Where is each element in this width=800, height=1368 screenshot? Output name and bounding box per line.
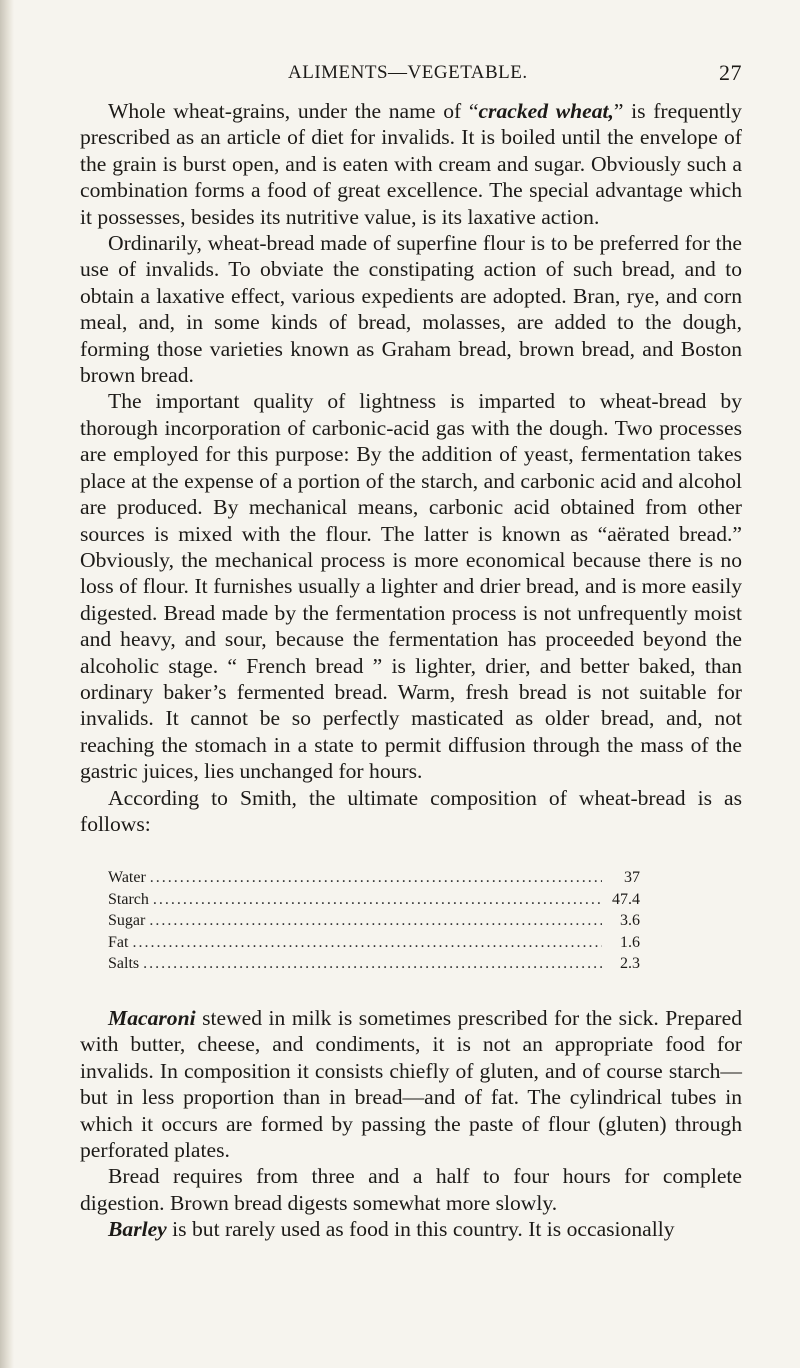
row-label: Fat — [108, 933, 129, 951]
text-run: is but rarely used as food in this country. It is occasionally — [166, 1217, 675, 1242]
paragraph-cracked-wheat — [80, 98, 742, 230]
paragraph-digestion: Bread requires from three and a half to four hours for complete digestion. Brown bread digests somewhat more slowly. — [80, 1164, 742, 1215]
page-number: 27 — [719, 60, 742, 85]
row-label: Water — [108, 869, 146, 887]
row-value: 3.6 — [620, 912, 640, 930]
row-value: 1.6 — [620, 933, 640, 951]
row-value: 47.4 — [612, 890, 640, 908]
row-value: 37 — [624, 869, 640, 887]
table-row — [108, 910, 640, 932]
page-body — [80, 98, 742, 1243]
row-label: Sugar — [108, 912, 146, 930]
table-row — [108, 953, 640, 975]
table-row — [108, 867, 640, 889]
emphasis-barley: Barley — [108, 1217, 167, 1242]
paragraph-composition-intro: According to Smith, the ultimate composition of wheat-bread is as follows: — [80, 785, 742, 836]
paragraph-lightness: The important quality of lightness is imparted to wheat-bread by thorough incorporation of carbonic-acid gas with the dough. Two processes are employed for this purpose: By the addition of yeast, fermentation takes place at the expense of a portion of the starch, and carbonic acid and alcohol are produced. By mechanical means, carbonic acid obtained from other sources is mixed with the flour. The latter is known as “aërated bread.” Obviously, the mechanical process is more economical because there is no loss of flour. It furnishes usually a lighter and drier bread, and is more easily digested. Bread made by the fermentation process is not unfrequently moist and heavy, and sour, because the fermentation has proceeded beyond the alcoholic stage. “ French bread ” is lighter, drier, and better baked, than ordinary baker’s fermented bread. Warm, fresh bread is not suitable for invalids. It cannot be so perfectly masticated as older bread, and, not reaching the stomach in a state to permit diffusion through the mass of the gastric juices, lies unchanged for hours. — [80, 389, 742, 784]
text-run: stewed in milk is sometimes prescribed for the sick. Prepared with butter, cheese, and condiments, it is not an appropriate food for invalids. In composition it consists chiefly of gluten, and of course starch—but in less proportion than in bread—and of fat. The cylindrical tubes in which it occurs are formed by passing the paste of flour (gluten) through perforated plates. — [80, 1005, 742, 1162]
running-title: ALIMENTS—VEGETABLE. — [288, 62, 528, 83]
emphasis-macaroni: Macaroni — [108, 1005, 196, 1030]
binding-gutter — [0, 0, 14, 1368]
leader-dots — [150, 867, 602, 889]
text-run: ” is frequently prescribed as an article of diet for invalids. It is boiled until the envelope of the grain is burst open, and is eaten with cream and sugar. Obviously such a combination forms a food of great excellence. The special advantage which it possesses, besides its nutritive value, is its laxative action. — [80, 99, 742, 229]
emphasis-cracked-wheat: cracked wheat, — [478, 99, 614, 123]
paragraph-macaroni — [80, 1005, 742, 1163]
paragraph-wheat-bread: Ordinarily, wheat-bread made of superfine flour is to be preferred for the use of invalids. To obviate the constipating action of such bread, and to obtain a laxative effect, various expedients are adopted. Bran, rye, and corn meal, and, in some kinds of bread, molasses, are added to the dough, forming those varieties known as Graham bread, brown bread, and Boston brown bread. — [80, 231, 742, 388]
leader-dots — [143, 953, 602, 975]
book-page — [80, 62, 742, 1243]
leader-dots — [153, 889, 602, 911]
table-row — [108, 932, 640, 954]
leader-dots — [149, 910, 602, 932]
paragraph-barley — [80, 1216, 742, 1242]
row-value: 2.3 — [620, 955, 640, 973]
row-label: Starch — [108, 890, 149, 908]
leader-dots — [132, 932, 602, 954]
text-run: Whole wheat-grains, under the name of “ — [108, 99, 479, 123]
composition-table — [108, 867, 640, 975]
running-header — [80, 62, 742, 98]
table-row — [108, 889, 640, 911]
row-label: Salts — [108, 955, 140, 973]
